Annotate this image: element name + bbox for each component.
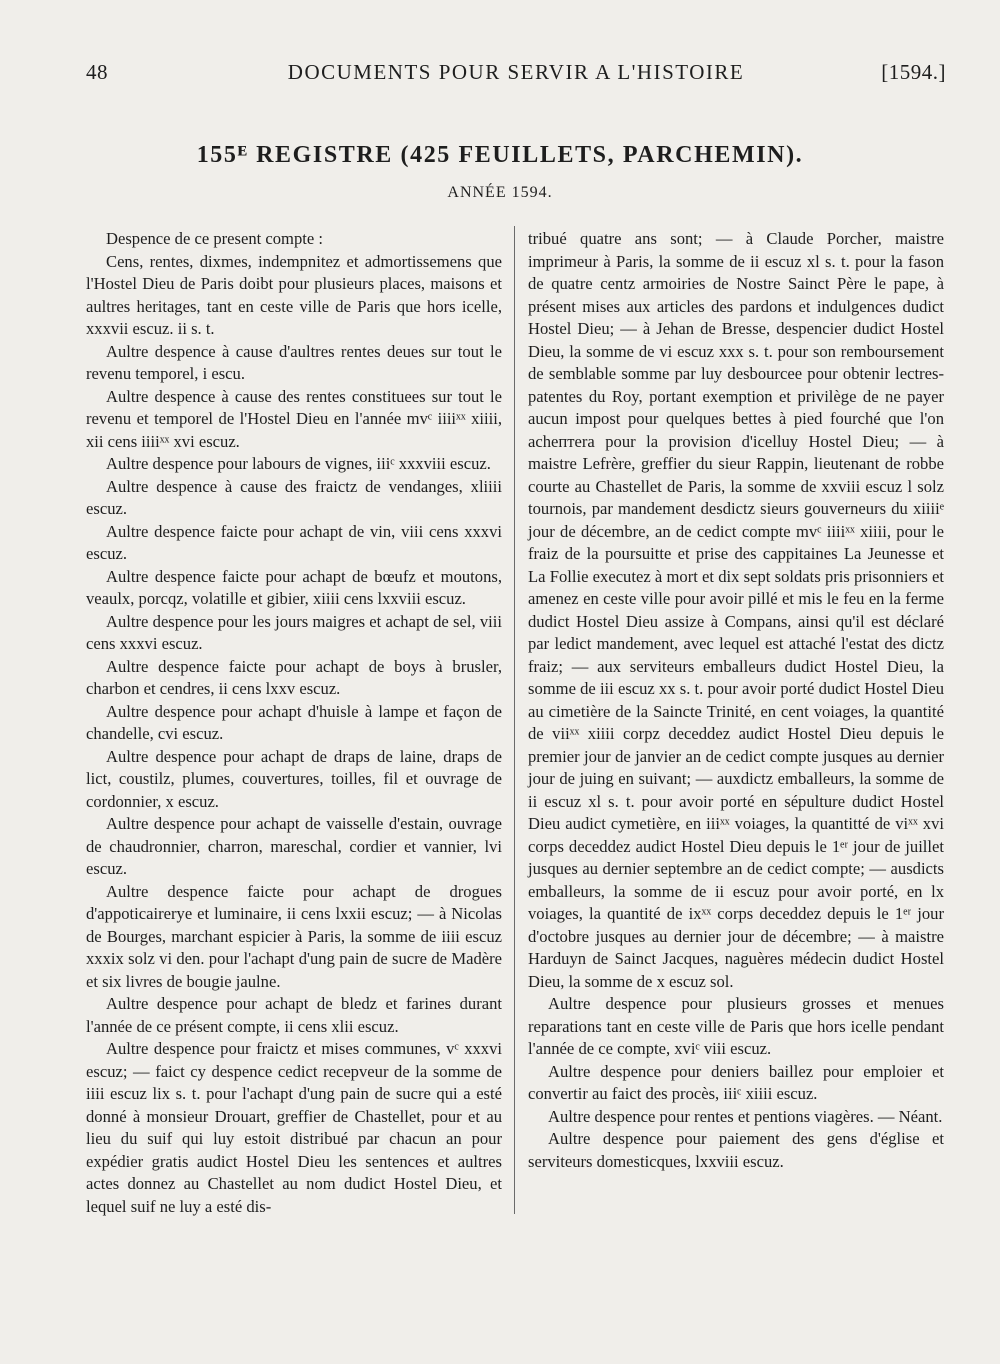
paragraph: Aultre despence faicte pour achapt de vin, viii cens xxxvi escuz. bbox=[86, 521, 502, 563]
right-column bbox=[528, 228, 944, 1173]
paragraph: Aultre despence pour paiement des gens d'église et serviteurs domesticques, lxxviii escuz. bbox=[528, 1129, 944, 1171]
paragraph: Aultre despence faicte pour achapt de bœufz et moutons, veaulx, porcqz, volatille et gibier, xiiii cens lxxviii escuz. bbox=[86, 566, 502, 608]
paragraph: Aultre despence pour rentes et pentions viagères. — Néant. bbox=[548, 1106, 943, 1126]
column-divider bbox=[514, 226, 515, 1214]
paragraph: Aultre despence pour labours de vignes, iiiᶜ xxxviii escuz. bbox=[106, 454, 491, 473]
section-title: 155ᴱ REGISTRE (425 FEUILLETS, PARCHEMIN). bbox=[196, 142, 804, 168]
paragraph: Aultre despence pour les jours maigres et achapt de sel, viii cens xxxvi escuz. bbox=[86, 611, 502, 653]
paragraph: Aultre despence pour achapt de vaisselle d'estain, ouvrage de chaudronnier, charron, mareschal, cordier et vannier, lvi escuz. bbox=[86, 814, 502, 878]
paragraph: Cens, rentes, dixmes, indempnitez et admortissemens que l'Hostel Dieu de Paris doibt pour plusieurs places, maisons et aultres heritages, tant en ceste ville de Paris que hors icelle, xxxvii escuz. ii s. t. bbox=[86, 251, 502, 338]
paragraph: Aultre despence à cause des rentes constituees sur tout le revenu et temporel de l'Hostel Dieu en l'année mvᶜ iiiiˣˣ xiiii, xii cens iiiiˣˣ xvi escuz. bbox=[86, 386, 502, 451]
paragraph: Aultre despence pour plusieurs grosses et menues reparations tant en ceste ville de Paris que hors icelle pendant l'année de ce compte, xviᶜ viii escuz. bbox=[528, 994, 944, 1058]
paragraph: tribué quatre ans sont; — à Claude Porcher, maistre imprimeur à Paris, la somme de ii escuz xl s. t. pour la fason de quatre centz armoiries de Nostre Sainct Père le pape, à présent mises aux articles des pardons et indulgences dudict Hostel Dieu; — à Jehan de Bresse, despencier dudict Hostel Dieu, la somme de vi escuz xxx s. t. pour son remboursement de semblable somme par luy desbourcee pour obtenir lectres-patentes du Roy, portant exemption et privilège de ne payer aucun impost pour quelques bettes à pied fourché que l'on achептera pour la provision d'icelluy Hostel Dieu; — à maistre Lefrère, greffier du sieur Rappin, lieutenant de robbe courte au Chastellet de Paris, la somme de xxviii escuz l solz tournois, par mandement desdictz sieurs gouverneurs du xiiiiᵉ jour de décembre, an de cedict compte mvᶜ iiiiˣˣ xiiii, pour le fraiz de la poursuitte et prise des cappitaines La Jeunesse et La Follie executez à mort et dix sept soldats pris prisonniers et amenez en ceste ville pour avoir pillé et mis le feu en la ferme dudict Hostel Dieu assize à Compans, ainsi qu'il est déclaré par ledict mandement, avec lequel est attaché l'estat des dictz fraiz; — aux serviteurs emballeurs dudict Hostel Dieu, la somme de iii escuz xx s. t. pour avoir porté dudict Hostel Dieu au cimetière de la Saincte Trinité, en cent voiages, la quantité de viiˣˣ xiiii corpz deceddez audict Hostel Dieu depuis le premier jour de janvier an de cedict compte jusques au dernier jour de juing en suivant; — auxdictz emballeurs, la somme de ii escuz xl s. t. pour avoir porté en sépulture dudict Hostel Dieu audict cymetière, en iiiˣˣ voiages, la quantitté de viˣˣ xvi corps deceddez audict Hostel Dieu depuis le 1ᵉʳ jour de juillet jusques au dernier septembre an de cedict compte; — ausdicts emballeurs, la somme de ii escuz pour avoir porté, en lx voiages, la quantité de ixˣˣ corps deceddez depuis le 1ᵉʳ jour d'octobre jusques au dernier jour de décembre; — à maistre Harduyn de Sainct Jacques, naguères médecin dudict Hostel Dieu, la somme de x escuz sol. bbox=[528, 229, 944, 991]
running-head bbox=[86, 60, 946, 90]
paragraph: Aultre despence pour fraictz et mises communes, vᶜ xxxvi escuz; — faict cy despence cedict recepveur de la somme de iiii escuz lix s. t. pour l'achapt d'ung pain de sucre qui a esté donné à monsieur Drouart, greffier de Chastellet, pour et au lieu du suif qui luy estoit distribué par chacun an pour expédier gratis audict Hostel Dieu les sentences et aultres actes donnez au Chastellet au nom dudict Hostel Dieu, et lequel suif ne luy a esté dis- bbox=[86, 1039, 502, 1216]
page-number: 48 bbox=[86, 60, 108, 84]
paragraph: Aultre despence à cause des fraictz de vendanges, xliiii escuz. bbox=[86, 476, 502, 518]
running-title: DOCUMENTS POUR SERVIR A L'HISTOIRE bbox=[287, 60, 745, 84]
paragraph: Aultre despence pour achapt d'huisle à lampe et façon de chandelle, cvi escuz. bbox=[86, 701, 502, 743]
running-year: [1594.] bbox=[881, 60, 946, 84]
paragraph: Aultre despence pour achapt de draps de laine, draps de lict, coustilz, plumes, couvertures, toilles, fil et ouvrage de cordonnier, x escuz. bbox=[86, 746, 502, 811]
paragraph: Despence de ce present compte : bbox=[106, 229, 323, 248]
left-column bbox=[86, 228, 502, 1218]
paragraph: Aultre despence pour deniers baillez pour emploier et convertir au faict des procès, iiiᶜ xiiii escuz. bbox=[528, 1061, 944, 1103]
section-year: ANNÉE 1594. bbox=[447, 184, 553, 201]
paragraph: Aultre despence pour achapt de bledz et farines durant l'année de ce présent compte, ii cens xlii escuz. bbox=[86, 994, 502, 1036]
paragraph: Aultre despence à cause d'aultres rentes deues sur tout le revenu temporel, i escu. bbox=[86, 341, 502, 383]
paragraph: Aultre despence faicte pour achapt de drogues d'appoticaireryе et luminaire, ii cens lxxii escuz; — à Nicolas de Bourges, marchant espicier à Paris, la somme de iiii escuz xxxix solz vi den. pour l'achapt d'ung pain de sucre de Madère et six livres de bougie jaulne. bbox=[86, 881, 502, 991]
paragraph: Aultre despence faicte pour achapt de boys à brusler, charbon et cendres, ii cens lxxv escuz. bbox=[86, 656, 502, 698]
